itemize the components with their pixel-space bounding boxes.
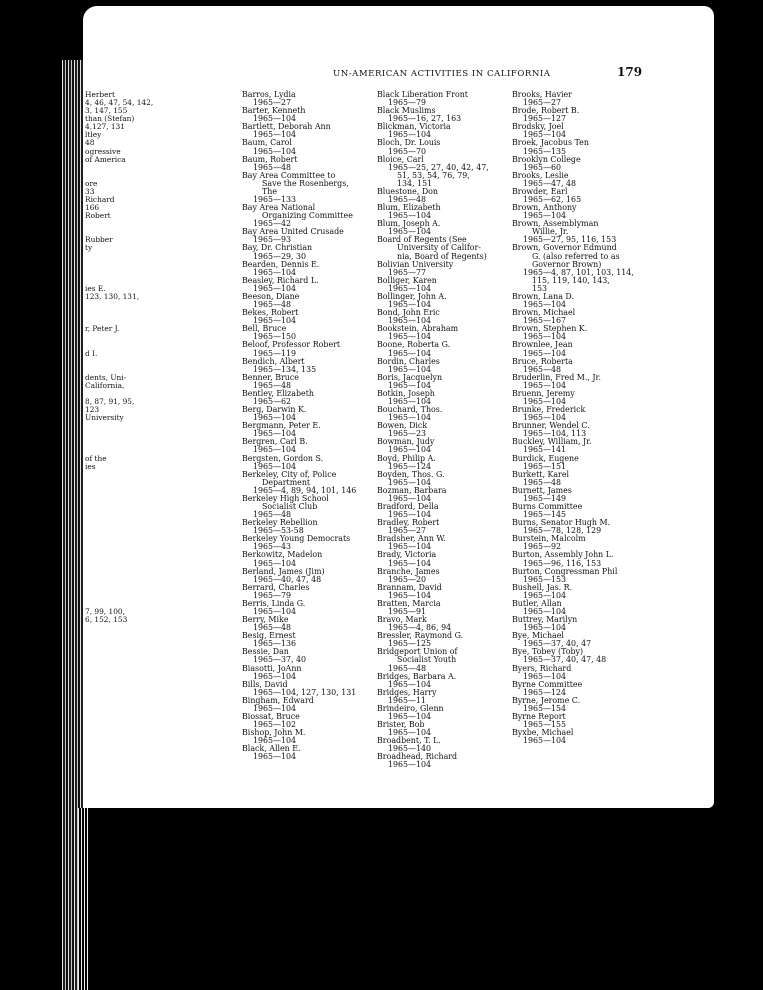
index-entry-pages: 1965—48 — [523, 477, 562, 487]
index-entry-pages: 1965—104 — [523, 348, 567, 358]
index-entry-name: Berkowitz, Madelon — [242, 550, 323, 560]
index-entry-pages: 1965—42 — [253, 219, 292, 229]
index-entry-name: Bradsher, Ann W. — [377, 534, 446, 544]
index-entry-pages: 1965—62, 165 — [523, 195, 582, 205]
index-entry-pages: 1965—104, 113 — [523, 429, 587, 439]
index-entry-pages: 1965—104 — [253, 267, 297, 277]
index-column-2 — [377, 91, 505, 770]
index-entry-name: Black, Allen E. — [242, 744, 301, 754]
index-entry-name: Burns Committee — [512, 501, 583, 511]
index-entry-pages: 1965—124 — [388, 461, 432, 471]
index-entry-pages: 1965—48 — [253, 162, 292, 172]
index-entry-name: Brown, Assemblyman — [512, 219, 599, 229]
index-entry-name: Byrne, Jerome C. — [512, 695, 581, 705]
index-entry-pages: 1965—104 — [253, 146, 297, 156]
index-entry-pages: 1965—149 — [523, 493, 567, 503]
index-entry-name: Bluestone, Don — [377, 186, 438, 196]
index-entry-name: Burns, Senator Hugh M. — [512, 518, 611, 528]
index-entry-pages: 1965—104 — [388, 493, 432, 503]
index-entry-name: Boyden, Thos. G. — [377, 469, 445, 479]
index-entry-pages: 1965—27, 95, 116, 153 — [523, 235, 617, 245]
index-entry-pages: 1965—4, 86, 94 — [388, 623, 452, 633]
index-entry-pages: 1965—48 — [388, 663, 427, 673]
index-entry-name: Brown, Governor Edmund — [512, 243, 617, 253]
index-entry-pages: 1965—104 — [523, 300, 567, 310]
scanned-binding-edge-lower — [78, 808, 90, 990]
index-entry-pages: 1965—43 — [253, 542, 292, 552]
index-entry-name: Berkeley High School — [242, 493, 329, 503]
cut-off-fragment: 7, 99, 100, — [85, 607, 125, 616]
index-entry-pages: 1965—79 — [388, 98, 427, 108]
index-entry-pages: 1965—104 — [253, 130, 297, 140]
index-entry-name: Beasley, Richard L. — [242, 275, 319, 285]
index-entry-name: Bravo, Mark — [377, 615, 427, 625]
index-entry-continuation: 153 — [532, 283, 548, 293]
index-entry-name: Bolivian University — [377, 259, 454, 269]
index-entry-continuation: University of Califor- — [397, 243, 481, 253]
index-entry-pages: 1965—104 — [388, 542, 432, 552]
index-entry-pages: 1965—104 — [523, 413, 567, 423]
index-entry-pages: 1965—53-58 — [253, 526, 304, 536]
index-entry-pages: 1965—79 — [253, 590, 292, 600]
cut-off-fragment: 123, 130, 131, — [85, 291, 140, 301]
index-entry-pages: 1965—104 — [253, 316, 297, 326]
index-entry-name: Broek, Jacobus Ten — [512, 138, 589, 148]
cut-off-fragment: California, — [85, 380, 125, 390]
index-entry-name: Brooks, Leslie — [512, 170, 569, 180]
index-entry-name: Bruenn, Jeremy — [512, 388, 575, 398]
index-entry-continuation: Socialist Youth — [397, 655, 457, 665]
index-entry-name: Bendich, Albert — [242, 356, 305, 366]
index-entry-pages: 1965—104 — [388, 728, 432, 738]
index-entry-pages: 1965—20 — [388, 574, 427, 584]
index-entry-name: Byrne Committee — [512, 679, 583, 689]
index-entry-pages: 1965—78, 128, 129 — [523, 526, 602, 536]
index-entry-pages: 1965—104 — [253, 671, 297, 681]
index-entry-name: Butler, Allan — [512, 598, 562, 608]
index-entry-pages: 1965—96, 116, 153 — [523, 558, 602, 568]
index-entry-name: Black Liberation Front — [377, 90, 468, 99]
index-entry-name: Bridges, Barbara A. — [377, 671, 457, 681]
index-entry-pages: 1965—151 — [523, 461, 567, 471]
index-entry-name: Bergren, Carl B. — [242, 437, 308, 447]
cut-off-fragment: of America — [85, 154, 126, 164]
index-entry-pages: 1965—104 — [253, 703, 297, 713]
cut-off-fragment: 166 — [85, 203, 100, 213]
index-entry-pages: 1965—27 — [388, 526, 427, 536]
index-entry-name: Bearden, Dennis E. — [242, 259, 320, 269]
index-entry-name: Bowen, Dick — [377, 421, 428, 431]
index-entry-pages: 1965—104 — [253, 558, 297, 568]
index-entry-pages: 1965—127 — [523, 114, 567, 124]
index-entry-pages: 1965—104 — [388, 558, 432, 568]
index-entry-pages: 1965—4, 89, 94, 101, 146 — [253, 485, 357, 495]
index-entry-name: Biasotti, JoAnn — [242, 663, 302, 673]
index-entry-name: Brindeiro, Glenn — [377, 703, 444, 713]
index-entry-name: Barros, Lydia — [242, 90, 296, 99]
index-entry-pages: 1965—104 — [253, 752, 297, 762]
index-entry-pages: 1965—104 — [388, 510, 432, 520]
index-entry-pages: 1965—125 — [388, 639, 432, 649]
index-entry-pages: 1965—48 — [253, 510, 292, 520]
index-entry-name: Bloice, Carl — [377, 154, 424, 164]
index-entry-pages: 1965—60 — [523, 162, 562, 172]
index-entry-pages: 1965—104 — [253, 283, 297, 293]
index-entry-pages: 1965—16, 27, 163 — [388, 114, 462, 124]
index-entry-pages: 1965—104 — [388, 477, 432, 487]
index-entry-pages: 1965—104 — [253, 114, 297, 124]
index-entry-pages: 1965—150 — [253, 332, 297, 342]
index-entry-name: Blum, Elizabeth — [377, 203, 441, 213]
index-entry-name: Brooks, Havier — [512, 90, 572, 99]
cut-off-fragment: ty — [85, 243, 93, 253]
cut-off-fragment: Rubber — [85, 235, 113, 245]
index-entry-name: Bollinger, John A. — [377, 291, 447, 301]
index-entry-pages: 1965—104 — [388, 590, 432, 600]
index-entry-name: Brunner, Wendel C. — [512, 421, 590, 431]
index-entry-pages: 1965—104 — [523, 590, 567, 600]
index-entry-name: Barter, Kenneth — [242, 106, 306, 116]
index-entry-name: Brunke, Frederick — [512, 405, 586, 415]
index-entry-name: Bradley, Robert — [377, 518, 440, 528]
index-entry-pages: 1965—29, 30 — [253, 251, 307, 261]
index-entry-pages: 1965—104 — [388, 130, 432, 140]
index-entry-name: Bruce, Roberta — [512, 356, 573, 366]
index-entry-name: Boris, Jacquelyn — [377, 372, 443, 382]
index-entry-pages: 1965—11 — [388, 695, 427, 705]
index-entry-name: Berris, Linda G. — [242, 598, 306, 608]
index-entry-pages: 1965—37, 40, 47 — [523, 639, 592, 649]
index-page — [83, 6, 714, 808]
cut-off-fragment: 33 — [85, 186, 95, 196]
index-entry-continuation: Socialist Club — [262, 501, 318, 511]
index-entry-name: Berry, Mike — [242, 615, 289, 625]
index-entry-name: Brown, Anthony — [512, 203, 577, 213]
index-entry-name: Bressler, Raymond G. — [377, 631, 464, 641]
index-entry-name: Burton, Congressman Phil — [512, 566, 618, 576]
index-entry-name: Byrne Report — [512, 712, 566, 722]
cut-off-fragment: ltley — [85, 130, 102, 140]
index-entry-continuation: The — [262, 186, 278, 196]
index-entry-pages: 1965—104 — [388, 332, 432, 342]
index-entry-name: Blum, Joseph A. — [377, 219, 441, 229]
index-entry-name: Brodsky, Joel — [512, 122, 564, 132]
index-entry-pages: 1965—104, 127, 130, 131 — [253, 687, 357, 697]
index-entry-name: Bills, David — [242, 679, 288, 689]
index-entry-name: Berkeley Young Democrats — [242, 534, 351, 544]
index-entry-continuation: 134, 151 — [397, 178, 433, 188]
index-entry-name: Bridgeport Union of — [377, 647, 458, 657]
index-entry-name: Brister, Bob — [377, 720, 425, 730]
index-entry-name: Beeson, Diane — [242, 291, 300, 301]
index-entry-pages: 1965—104 — [388, 316, 432, 326]
index-entry-name: Bowman, Judy — [377, 437, 435, 447]
index-entry-pages: 1965—104 — [388, 712, 432, 722]
index-entry-name: Bouchard, Thos. — [377, 405, 443, 415]
index-entry-name: Bookstein, Abraham — [377, 324, 459, 334]
index-entry-name: Bekes, Robert — [242, 308, 299, 318]
index-entry-name: Bloch, Dr. Louis — [377, 138, 441, 148]
index-entry-name: Broadhead, Richard — [377, 752, 458, 762]
index-entry-pages: 1965—104 — [253, 461, 297, 471]
cut-off-fragment: of the — [85, 453, 107, 463]
index-entry-name: Bolliger, Karen — [377, 275, 437, 285]
index-entry-name: Branche, James — [377, 566, 440, 576]
index-entry-pages: 1965—104 — [523, 623, 567, 633]
index-entry-name: Bratten, Marcia — [377, 598, 441, 608]
index-entry-pages: 1965—104 — [388, 300, 432, 310]
page-number: 179 — [617, 65, 643, 79]
index-entry-name: Boyd, Philip A. — [377, 453, 436, 463]
index-entry-continuation: Willie, Jr. — [532, 227, 569, 237]
index-entry-name: Bridges, Harry — [377, 687, 437, 697]
index-entry-continuation: G. (also referred to as — [532, 251, 620, 261]
index-entry-pages: 1965—40, 47, 48 — [253, 574, 322, 584]
index-entry-pages: 1965—27 — [523, 98, 562, 108]
index-entry-continuation: 115, 119, 140, 143, — [532, 275, 610, 285]
index-entry-pages: 1965—25, 27, 40, 42, 47, — [388, 162, 489, 172]
index-entry-name: Bartlett, Deborah Ann — [242, 122, 331, 132]
index-entry-pages: 1965—23 — [388, 429, 427, 439]
index-entry-pages: 1965—104 — [523, 332, 567, 342]
index-entry-pages: 1965—48 — [388, 195, 427, 205]
index-entry-name: Baum, Carol — [242, 138, 292, 148]
index-entry-name: Boone, Roberta G. — [377, 340, 451, 350]
index-entry-pages: 1965—47, 48 — [523, 178, 577, 188]
index-entry-name: Berland, James (Jim) — [242, 566, 325, 576]
cut-off-fragment: 123 — [85, 405, 100, 415]
index-entry-name: Berg, Darwin K. — [242, 405, 307, 415]
index-entry-pages: 1965—104 — [388, 413, 432, 423]
index-entry-pages: 1965—104 — [253, 736, 297, 746]
index-column-1 — [242, 91, 372, 761]
index-entry-name: Buckley, William, Jr. — [512, 437, 592, 447]
index-entry-pages: 1965—92 — [523, 542, 562, 552]
index-entry-name: Brown, Michael — [512, 308, 576, 318]
index-entry-name: Brooklyn College — [512, 154, 581, 164]
index-entry-name: Bell, Bruce — [242, 324, 287, 334]
index-entry-name: Burnett, James — [512, 485, 572, 495]
index-entry-pages: 1965—104 — [388, 760, 432, 770]
index-entry-name: Bozman, Barbara — [377, 485, 447, 495]
index-entry-pages: 1965—104 — [388, 445, 432, 455]
cut-off-fragment: 48 — [85, 138, 95, 148]
index-entry-name: Black Muslims — [377, 106, 436, 116]
cut-off-fragment: 3, 147, 155 — [85, 106, 128, 116]
cut-off-fragment: ies — [85, 461, 96, 471]
index-entry-pages: 1965—124 — [523, 687, 567, 697]
index-entry-pages: 1965—119 — [253, 348, 297, 358]
index-entry-name: Botkin, Joseph — [377, 388, 435, 398]
index-entry-name: Bay Area Committee to — [242, 170, 336, 180]
index-entry-pages: 1965—134, 135 — [253, 364, 317, 374]
index-entry-continuation: nia, Board of Regents) — [397, 251, 487, 261]
index-entry-pages: 1965—48 — [253, 623, 292, 633]
index-entry-pages: 1965—104 — [388, 211, 432, 221]
index-entry-pages: 1965—4, 87, 101, 103, 114, — [523, 267, 634, 277]
index-entry-name: Bradford, Della — [377, 501, 439, 511]
cut-off-fragment: University — [85, 413, 124, 423]
index-entry-pages: 1965—104 — [523, 380, 567, 390]
index-entry-name: Bessie, Dan — [242, 647, 289, 657]
index-entry-pages: 1965—141 — [523, 445, 567, 455]
index-entry-name: Bay, Dr. Christian — [242, 243, 313, 253]
index-entry-name: Berkeley, City of, Police — [242, 469, 337, 479]
index-entry-pages: 1965—102 — [253, 720, 297, 730]
index-entry-name: Bergmann, Peter E. — [242, 421, 321, 431]
index-entry-name: Bingham, Edward — [242, 695, 314, 705]
index-entry-pages: 1965—104 — [253, 429, 297, 439]
cut-off-fragment: Richard — [85, 195, 115, 205]
index-entry-pages: 1965—104 — [523, 396, 567, 406]
cut-off-fragment: d I. — [85, 348, 98, 358]
cut-off-fragment: 6, 152, 153 — [85, 615, 128, 625]
index-entry-pages: 1965—70 — [388, 146, 427, 156]
index-entry-pages: 1965—104 — [523, 130, 567, 140]
index-entry-continuation: Organizing Committee — [262, 211, 353, 221]
cut-off-fragment: ies E. — [85, 283, 106, 293]
index-entry-continuation: Governor Brown) — [532, 259, 602, 269]
index-entry-pages: 1965—154 — [523, 703, 567, 713]
index-entry-name: Bay Area National — [242, 203, 316, 213]
cut-off-fragment: ogressive — [85, 146, 121, 156]
index-entry-name: Buttrey, Marilyn — [512, 615, 578, 625]
index-entry-pages: 1965—48 — [253, 380, 292, 390]
index-entry-name: Broadbent, T. L. — [377, 736, 441, 746]
index-entry-name: Brannam, David — [377, 582, 442, 592]
index-entry-pages: 1965—104 — [523, 211, 567, 221]
index-entry-pages: 1965—91 — [388, 607, 427, 616]
index-entry-pages: 1965—48 — [523, 364, 562, 374]
index-entry-name: Brown, Stephen K. — [512, 324, 588, 334]
index-entry-name: Burstein, Malcolm — [512, 534, 586, 544]
index-entry-name: Berkeley Rebellion — [242, 518, 318, 528]
index-entry-pages: 1965—37, 40, 47, 48 — [523, 655, 607, 665]
index-entry-name: Byers, Richard — [512, 663, 572, 673]
index-entry-pages: 1965—104 — [253, 445, 297, 455]
index-entry-name: Bye, Michael — [512, 631, 564, 641]
index-column-3 — [512, 91, 647, 745]
index-entry-name: Byxbe, Michael — [512, 728, 574, 738]
cut-off-fragment: 8, 87, 91, 95, — [85, 396, 135, 406]
index-entry-pages: 1965—104 — [523, 736, 567, 746]
index-entry-pages: 1965—153 — [523, 574, 567, 584]
index-entry-pages: 1965—140 — [388, 744, 432, 754]
index-entry-name: Bishop, John M. — [242, 728, 306, 738]
index-entry-name: Berrard, Charles — [242, 582, 310, 592]
index-entry-pages: 1965—62 — [253, 396, 292, 406]
index-entry-pages: 1965—104 — [523, 607, 567, 616]
index-entry-name: Biossat, Bruce — [242, 712, 300, 722]
index-entry-pages: 1965—77 — [388, 267, 427, 277]
index-entry-pages: 1965—135 — [523, 146, 567, 156]
index-entry-name: Bye, Tobey (Toby) — [512, 647, 584, 657]
index-entry-name: Bay Area United Crusade — [242, 227, 344, 237]
index-entry-name: Baum, Robert — [242, 154, 298, 164]
previous-page-fragment-column — [85, 91, 159, 624]
index-entry-continuation: Save the Rosenbergs, — [262, 178, 349, 188]
index-entry-continuation: 51, 53, 54, 76, 79, — [397, 170, 470, 180]
index-entry-name: Burton, Assembly John L. — [512, 550, 614, 560]
index-entry-pages: 1965—104 — [253, 413, 297, 423]
cut-off-fragment: ore — [85, 178, 98, 188]
index-entry-name: Burkett, Karel — [512, 469, 570, 479]
index-entry-pages: 1965—48 — [253, 300, 292, 310]
index-entry-pages: 1965—104 — [523, 671, 567, 681]
cut-off-fragment: 4, 46, 47, 54, 142, — [85, 98, 154, 108]
index-entry-pages: 1965—155 — [523, 720, 567, 730]
index-entry-name: Brady, Victoria — [377, 550, 437, 560]
index-entry-pages: 1965—167 — [523, 316, 567, 326]
index-entry-name: Bordin, Charles — [377, 356, 440, 366]
cut-off-fragment: r, Peter J. — [85, 324, 120, 334]
index-entry-pages: 1965—104 — [253, 607, 297, 616]
index-entry-pages: 1965—104 — [388, 380, 432, 390]
cut-off-fragment: than (Stefan) — [85, 114, 135, 124]
cut-off-fragment: dents, Uni- — [85, 372, 127, 382]
running-header: UN-AMERICAN ACTIVITIES IN CALIFORNIA — [333, 69, 551, 79]
index-entry-pages: 1965—37, 40 — [253, 655, 307, 665]
index-entry-pages: 1965—104 — [388, 283, 432, 293]
index-entry-name: Bergsten, Gordon S. — [242, 453, 324, 463]
index-entry-pages: 1965—104 — [388, 348, 432, 358]
index-entry-name: Bushell, Jas. R. — [512, 582, 573, 592]
index-entry-continuation: Department — [262, 477, 311, 487]
index-entry-pages: 1965—93 — [253, 235, 292, 245]
index-entry-pages: 1965—145 — [523, 510, 567, 520]
index-entry-name: Browder, Earl — [512, 186, 568, 196]
index-entry-name: Besig, Ernest — [242, 631, 296, 641]
index-entry-name: Brown, Lana D. — [512, 291, 574, 301]
cut-off-fragment: 4,127, 131 — [85, 122, 125, 132]
index-entry-pages: 1965—104 — [388, 227, 432, 237]
index-entry-name: Brode, Robert B. — [512, 106, 580, 116]
index-entry-name: Board of Regents (See — [377, 235, 467, 245]
index-entry-name: Bond, John Eric — [377, 308, 440, 318]
index-entry-pages: 1965—27 — [253, 98, 292, 108]
index-entry-pages: 1965—104 — [388, 364, 432, 374]
cut-off-fragment: Herbert — [85, 91, 115, 99]
index-entry-pages: 1965—104 — [388, 396, 432, 406]
index-entry-name: Bruderlin, Fred M., Jr. — [512, 372, 601, 382]
index-entry-name: Benner, Bruce — [242, 372, 299, 382]
index-entry-name: Bentley, Elizabeth — [242, 388, 314, 398]
index-entry-name: Brownlee, Jean — [512, 340, 573, 350]
index-entry-name: Burdick, Eugene — [512, 453, 579, 463]
cut-off-fragment: Robert — [85, 211, 111, 221]
index-entry-pages: 1965—104 — [388, 679, 432, 689]
index-entry-name: Blickman, Victoria — [377, 122, 451, 132]
index-entry-pages: 1965—136 — [253, 639, 297, 649]
index-entry-pages: 1965—133 — [253, 195, 297, 205]
index-entry-name: Beloof, Professor Robert — [242, 340, 341, 350]
